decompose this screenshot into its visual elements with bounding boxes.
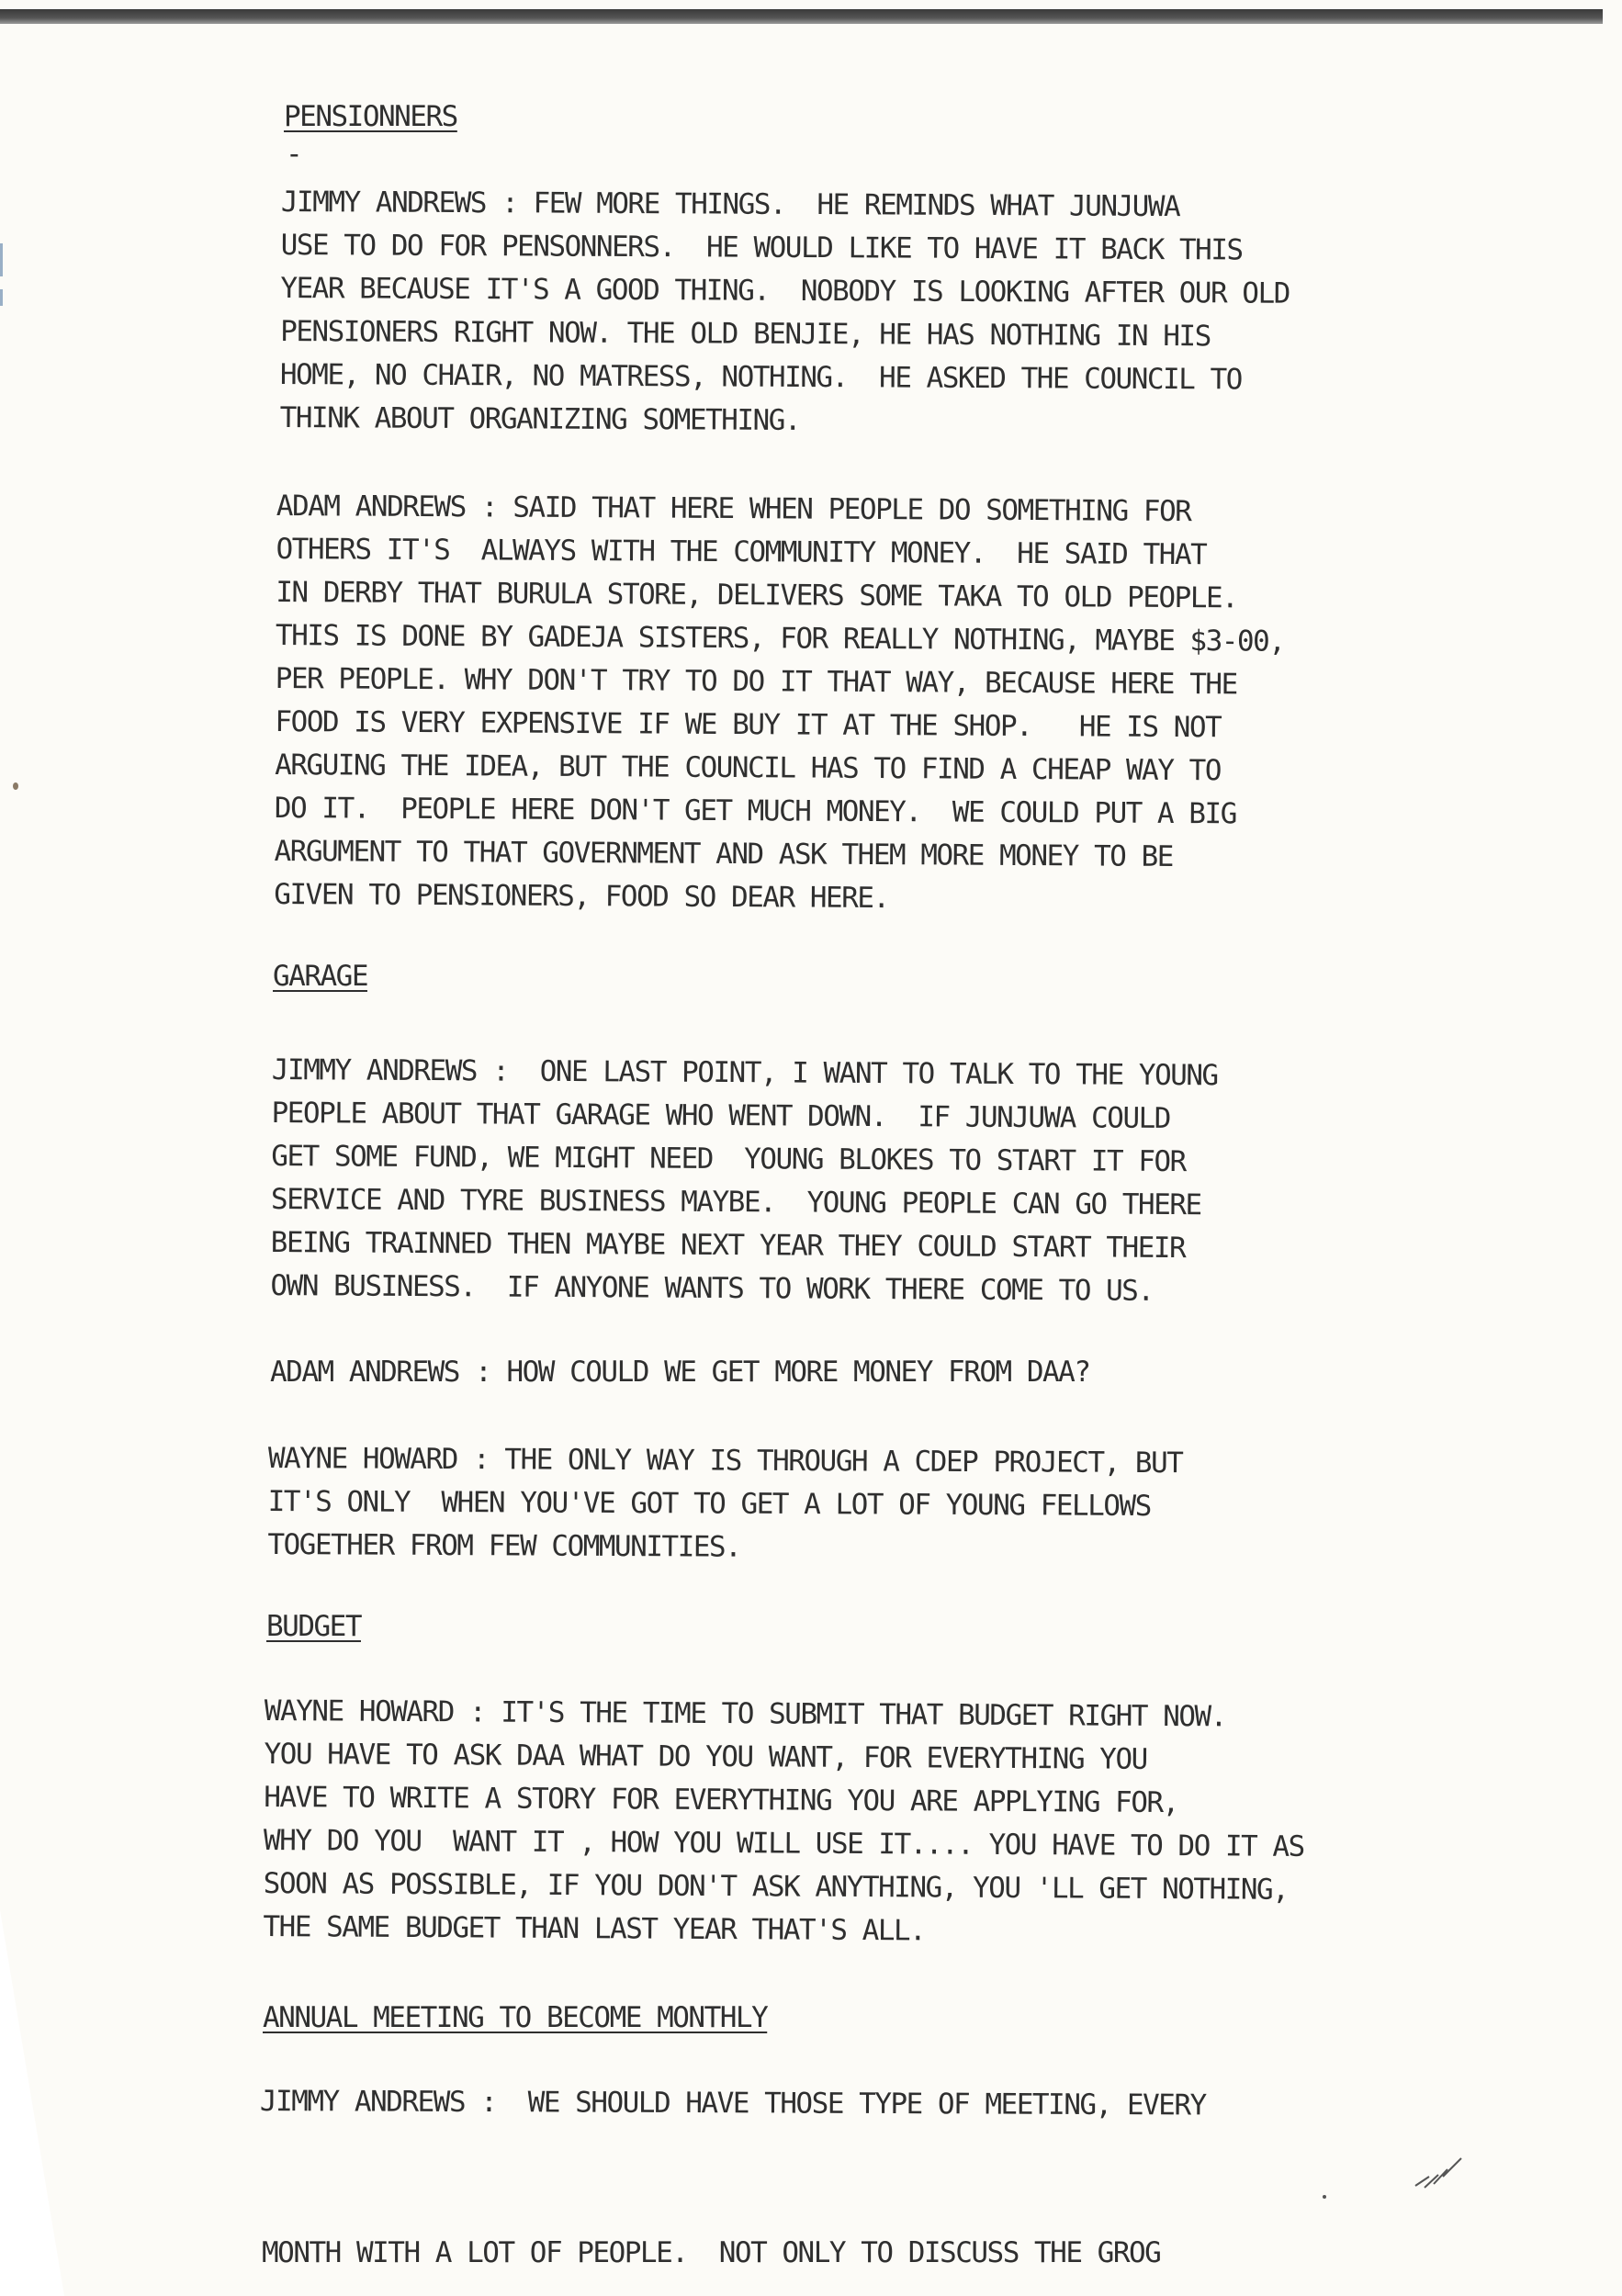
paragraph-jimmy-meeting-continued: MONTH WITH A LOT OF PEOPLE. NOT ONLY TO DISCUSS THE GROG <box>262 2236 1161 2269</box>
heading-annual-meeting: ANNUAL MEETING TO BECOME MONTHLY <box>263 2001 768 2034</box>
paragraph-adam-daa: ADAM ANDREWS : HOW COULD WE GET MORE MONEY FROM DAA? <box>270 1356 1090 1389</box>
pensionners-dash: - <box>286 138 302 171</box>
scan-left-edge-mark <box>0 289 3 306</box>
paragraph-adam-pensioners: ADAM ANDREWS : SAID THAT HERE WHEN PEOPLE DO SOMETHING FOR OTHERS IT'S ALWAYS WITH THE COMMUNITY MONEY. HE SAID THAT IN DERBY THAT BURULA STORE, DELIVERS SOME TAKA TO OLD PEOPLE. THIS IS DONE BY GADEJA SISTERS, FOR REALLY NOTHING, MAYBE $3-00, PER PEOPLE. WHY DON'T TRY TO DO IT THAT WAY, BECAUSE HERE THE FOOD IS VERY EXPENSIVE IF WE BUY IT AT THE SHOP. HE IS NOT ARGUING THE IDEA, BUT THE COUNCIL HAS TO FIND A CHEAP WAY TO DO IT. PEOPLE HERE DON'T GET MUCH MONEY. WE COULD PUT A BIG ARGUMENT TO THAT GOVERNMENT AND ASK THEM MORE MONEY TO BE GIVEN TO PENSIONERS, FOOD SO DEAR HERE. <box>274 489 1285 916</box>
pen-mark <box>1411 2149 1466 2195</box>
heading-garage: GARAGE <box>273 960 367 993</box>
paragraph-jimmy-pensioners: JIMMY ANDREWS : FEW MORE THINGS. HE REMINDS WHAT JUNJUWA USE TO DO FOR PENSONNERS. HE WOULD LIKE TO HAVE IT BACK THIS YEAR BECAUSE IT'S A GOOD THING. NOBODY IS LOOKING AFTER OUR OLD PENSIONERS RIGHT NOW. THE OLD BENJIE, HE HAS NOTHING IN HIS HOME, NO CHAIR, NO MATRESS, NOTHING. HE ASKED THE COUNCIL TO THINK ABOUT ORGANIZING SOMETHING. <box>279 185 1290 437</box>
paragraph-wayne-cdep: WAYNE HOWARD : THE ONLY WAY IS THROUGH A CDEP PROJECT, BUT IT'S ONLY WHEN YOU'VE GOT TO GET A LOT OF YOUNG FELLOWS TOGETHER FROM FEW COMMUNITIES. <box>267 1441 1183 1564</box>
paragraph-jimmy-meeting: JIMMY ANDREWS : WE SHOULD HAVE THOSE TYPE OF MEETING, EVERY <box>259 2085 1206 2122</box>
scan-top-edge <box>0 9 1603 24</box>
scan-left-edge-mark <box>0 243 3 276</box>
ink-speck <box>1323 2195 1326 2199</box>
folded-page-corner <box>0 1910 64 2296</box>
heading-pensionners: PENSIONNERS <box>284 100 457 133</box>
paragraph-jimmy-garage: JIMMY ANDREWS : ONE LAST POINT, I WANT TO TALK TO THE YOUNG PEOPLE ABOUT THAT GARAGE WHO WENT DOWN. IF JUNJUWA COULD GET SOME FUND, WE MIGHT NEED YOUNG BLOKES TO START IT FOR SERVICE AND TYRE BUSINESS MAYBE. YOUNG PEOPLE CAN GO THERE BEING TRAINNED THEN MAYBE NEXT YEAR THEY COULD START THEIR OWN BUSINESS. IF ANYONE WANTS TO WORK THERE COME TO US. <box>270 1052 1218 1308</box>
heading-budget: BUDGET <box>266 1610 361 1643</box>
ink-speck <box>13 782 18 790</box>
paragraph-wayne-budget: WAYNE HOWARD : IT'S THE TIME TO SUBMIT THAT BUDGET RIGHT NOW. YOU HAVE TO ASK DAA WHAT DO YOU WANT, FOR EVERYTHING YOU HAVE TO WRITE A STORY FOR EVERYTHING YOU ARE APPLYING FOR, WHY DO YOU WANT IT , HOW YOU WILL USE IT.... YOU HAVE TO DO IT AS SOON AS POSSIBLE, IF YOU DON'T ASK ANYTHING, YOU 'LL GET NOTHING, THE SAME BUDGET THAN LAST YEAR THAT'S ALL. <box>263 1694 1304 1948</box>
